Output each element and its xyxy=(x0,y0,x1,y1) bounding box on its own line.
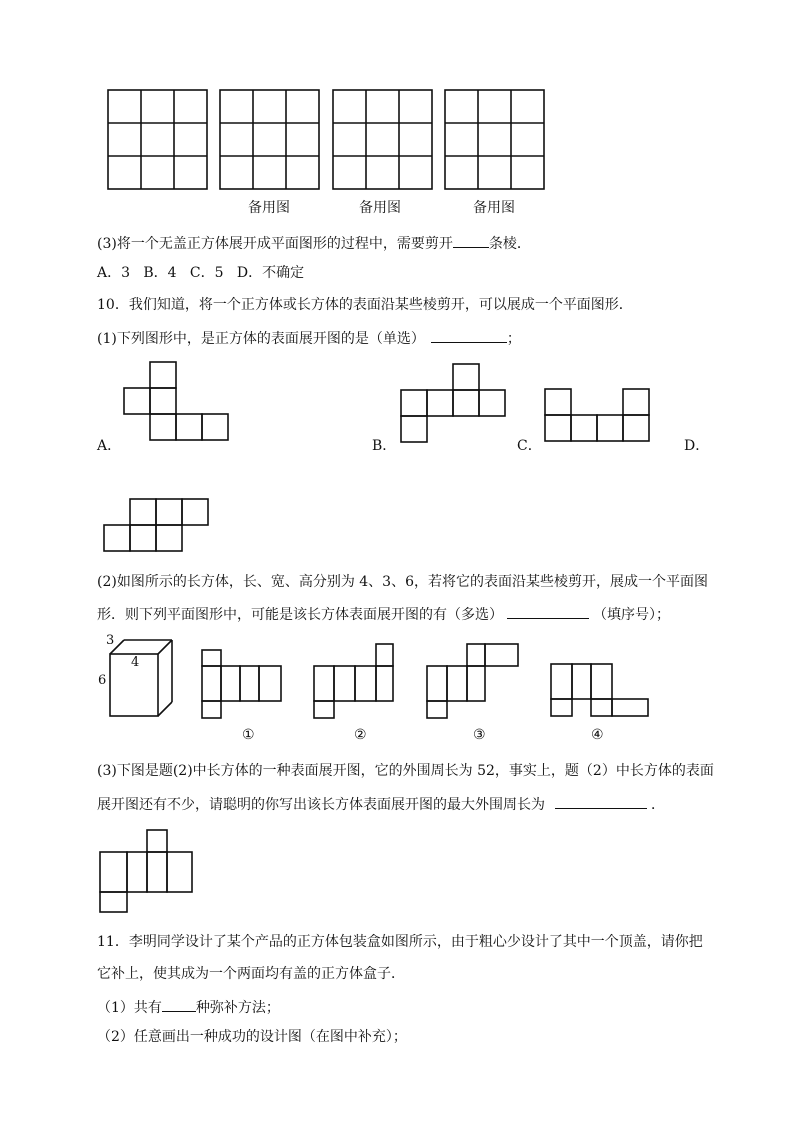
cuboid-net-2 xyxy=(314,644,396,720)
grid-3x3-1 xyxy=(108,90,208,190)
answer-blank[interactable] xyxy=(453,233,489,248)
answer-blank[interactable] xyxy=(507,604,589,619)
answer-blank[interactable] xyxy=(162,997,196,1012)
answer-blank[interactable] xyxy=(555,794,647,809)
q10-part1-text: (1)下列图形中，是正方体的表面展开图的是（单选） xyxy=(97,331,425,347)
grid-3x3-3 xyxy=(333,90,433,190)
cuboid-figure xyxy=(110,638,180,720)
choice-label-b: B． xyxy=(372,438,397,454)
choice-label-c: C． xyxy=(517,438,542,454)
cuboid-height-label: 6 xyxy=(98,673,107,688)
q10-part2-end: （填序号）； xyxy=(593,607,670,623)
net-number-3: ③ xyxy=(473,727,486,743)
cuboid-length-label: 4 xyxy=(131,655,140,670)
choice-label-a: A． xyxy=(97,438,122,454)
q11-part1 xyxy=(97,997,280,1017)
q11-part1-text: （1）共有 xyxy=(97,1000,162,1016)
answer-blank[interactable] xyxy=(431,328,507,343)
q10-part3-text: 展开图还有不少，请聪明的你写出该长方体表面展开图的最大外围周长为 xyxy=(97,797,545,813)
q10-part3-line2 xyxy=(97,794,665,814)
cuboid-net-1 xyxy=(202,650,284,720)
cuboid-net-example xyxy=(100,830,196,914)
q10-part3-line1: (3)下图是题(2)中长方体的一种表面展开图，它的外围周长为 52，事实上，题（2）中长方体的表面 xyxy=(97,763,714,779)
q9-part3-options: A．3 B．4 C．5 D．不确定 xyxy=(97,265,305,281)
q10-part1 xyxy=(97,328,521,348)
choice-label-d: D． xyxy=(684,438,710,454)
q11-part2: （2）任意画出一种成功的设计图（在图中补充）； xyxy=(97,1029,407,1045)
net-number-2: ② xyxy=(354,727,367,743)
net-choice-b xyxy=(401,364,511,444)
q9-part3 xyxy=(97,233,531,253)
net-number-1: ① xyxy=(242,727,255,743)
q9-part3-text-after: 条棱． xyxy=(488,236,531,252)
q10-part2-line2 xyxy=(97,604,670,624)
grid-caption-1: 备用图 xyxy=(248,200,290,216)
q10-part2-line1: (2)如图所示的长方体，长、宽、高分别为 4、3、6，若将它的表面沿某些棱剪开，展成一个平面图 xyxy=(97,574,709,590)
net-choice-a xyxy=(124,362,234,442)
q11-stem-line2: 它补上，使其成为一个两面均有盖的正方体盒子． xyxy=(97,966,405,982)
grid-caption-2: 备用图 xyxy=(359,200,401,216)
grid-3x3-4 xyxy=(445,90,545,190)
cuboid-net-3 xyxy=(427,644,522,720)
q10-part3-end: ． xyxy=(651,797,665,813)
q10-part2-text: 形．则下列平面图形中，可能是该长方体表面展开图的有（多选） xyxy=(97,607,503,623)
q10-stem: 10．我们知道，将一个正方体或长方体的表面沿某些棱剪开，可以展成一个平面图形． xyxy=(97,297,633,313)
net-number-4: ④ xyxy=(591,727,604,743)
q11-part1-end: 种弥补方法； xyxy=(195,1000,280,1016)
q10-part1-end: ； xyxy=(506,331,521,347)
grid-3x3-2 xyxy=(220,90,320,190)
q9-part3-text-before: (3)将一个无盖正方体展开成平面图形的过程中，需要剪开 xyxy=(97,236,453,252)
net-choice-d xyxy=(104,499,214,554)
cuboid-net-4 xyxy=(551,664,651,720)
grid-caption-3: 备用图 xyxy=(473,200,515,216)
net-choice-c xyxy=(545,389,655,444)
cuboid-width-label: 3 xyxy=(106,633,115,648)
q11-stem-line1: 11．李明同学设计了某个产品的正方体包装盒如图所示，由于粗心少设计了其中一个顶盖，请你把 xyxy=(97,934,703,950)
